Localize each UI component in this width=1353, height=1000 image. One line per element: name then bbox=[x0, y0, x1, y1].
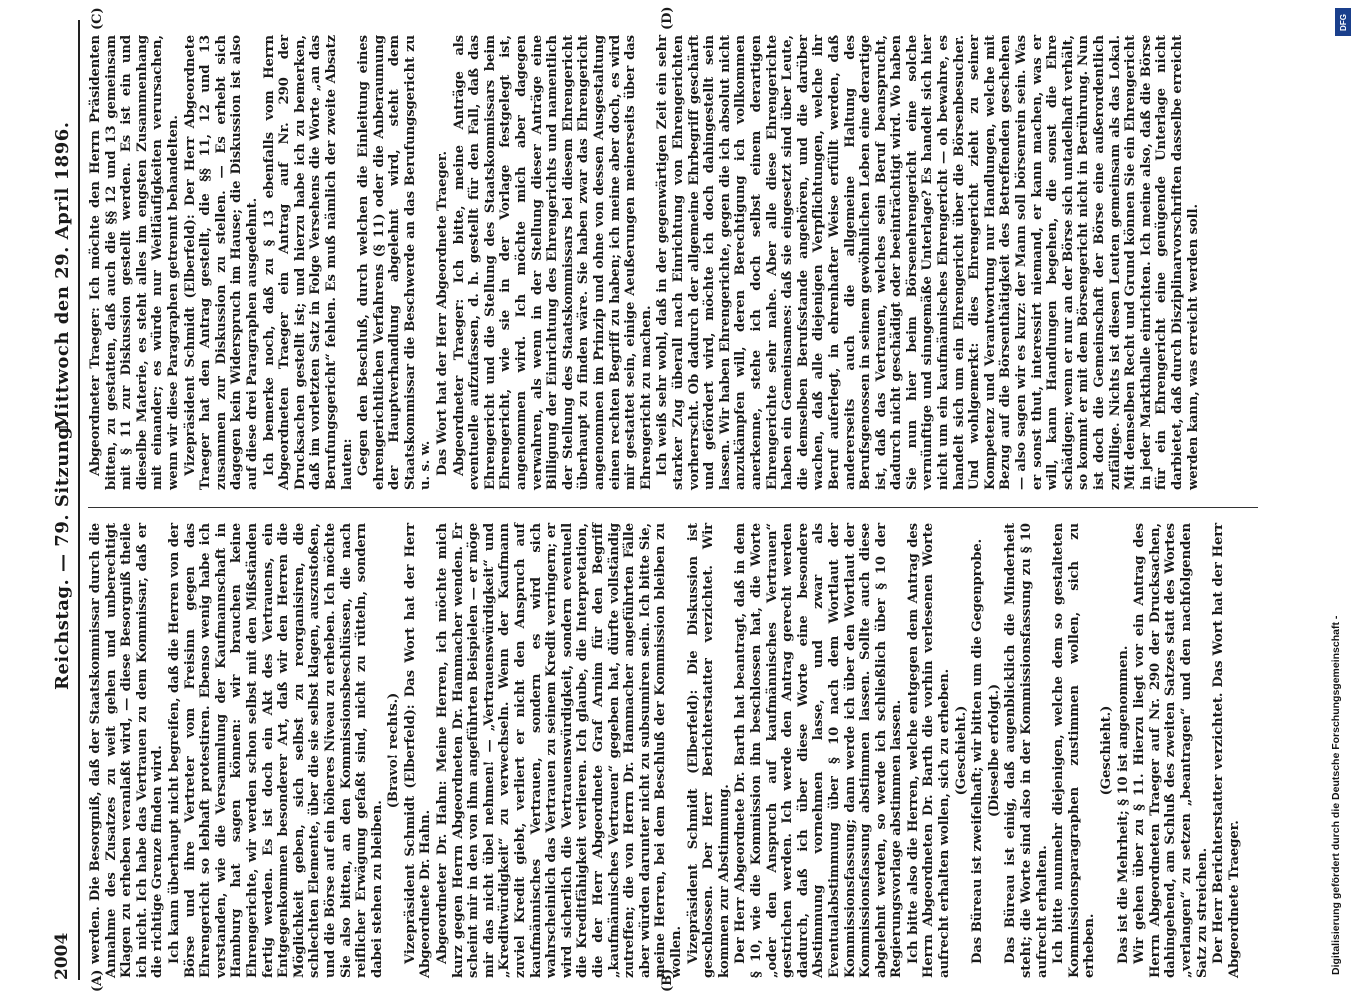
page-number: 2004 bbox=[52, 932, 72, 980]
paragraph: Ich bitte nunmehr diejenigen, welche dem so gestalteten Kommissionsparagraphen zustimmen wollen, sich zu erheben. bbox=[1051, 523, 1098, 978]
session-date: Mittwoch den 29. April 1896. bbox=[52, 121, 73, 430]
margin-marker-a: (A) bbox=[90, 969, 105, 992]
paragraph: Wir gehen über zu § 11. Hierzu liegt vor ein Antrag des Herrn Abgeordneten Traeger auf Nr. 290 der Drucksachen, dahingehend, am Schluß des zweiten Satzes statt des Wortes „verlangen“ zu setzen „beantragen“ und den nachfolgenden Satz zu streichen. bbox=[1132, 523, 1210, 978]
paragraph: (Geschieht.) bbox=[953, 705, 969, 796]
paragraph: Abgeordneter Traeger: Ich möchte den Herrn Präsidenten bitten, zu gestatten, daß auch die §§ 12 und 13 gemeinsam mit § 11 zur Diskussion gestellt werden. Es ist ein und dieselbe Materie, es steht alles im engsten Zusammenhang mit einander; es würde nur Weitläufigkeiten verursachen, wenn wir diese Paragraphen getrennt behandelten. bbox=[88, 35, 181, 490]
column-divider bbox=[88, 507, 1258, 508]
paragraph: Ich kann überhaupt nicht begreifen, daß die Herren von der Börse und ihre Vertreter vom Freisinn gegen das Ehrengericht so lebhaft protestiren. Ebenso wenig habe ich verstanden, wie die Versammlung der Kaufmannschaft in Hamburg hat sagen können: wir brauchen keine Ehrengerichte, wir werden schon selbst mit den Mißständen fertig werden. Es ist doch ein Akt des Vertrauens, ein Entgegenkommen besonderer Art, daß wir den Herren die Möglichkeit geben, sich selbst zu reorganisiren, die schlechten Elemente, über die sie selbst klagen, auszustoßen, und die Börse auf ein höheres Niveau zu erheben. Ich möchte Sie also bitten, an den Kommissionsbeschlüssen, die nach reiflicher Erwägung gefaßt sind, nicht zu rütteln, sondern dabei stehen zu bleiben. bbox=[166, 523, 385, 978]
paragraph: (Bravo! rechts.) bbox=[386, 692, 402, 809]
paragraph: Das Büreau ist einig, daß augenblicklich die Minderheit steht; die Worte sind also in der Kommissionsfassung zu § 10 aufrecht erhalten. bbox=[1003, 523, 1050, 978]
paragraph: Ich weiß sehr wohl, daß in der gegenwärtigen Zeit ein sehr starker Zug überall nach Einrichtung von Ehrengerichten vorherrscht. Ob dadurch der allgemeine Ehrbegriff geschärft und gefördert wird, möchte ich doch dahingestellt sein lassen. Wir haben Ehrengerichte, gegen die ich absolut nicht anzukämpfen will, deren Berechtigung ich vollkommen anerkenne, stehe ich doch selbst einem derartigen Ehrengerichte sehr nahe. Aber alle diese Ehrengerichte haben ein Gemeinsames: daß sie eingesetzt sind über Leute, die demselben Berufsstande angehören, und die darüber wachen, daß alle diejenigen Verpflichtungen, welche ihr Beruf auferlegt, in ehrenhafter Weise erfüllt werden, daß andererseits auch die allgemeine Haltung des Berufsgenossen in seinem gewöhnlichen Leben eine derartige ist, daß das Vertrauen, welches sein Beruf beansprucht, dadurch nicht geschädigt oder beeinträchtigt wird. Wo haben Sie nun hier beim Börsenehrengericht eine solche vernünftige und sinngemäße Unterlage? Es handelt sich hier nicht um ein kaufmännisches Ehrengericht — oh bewahre, es handelt sich um ein Ehrengericht über die Börsenbesucher. Und wohlgemerkt: dies Ehrengericht zieht zu seiner Kompetenz und Verantwortung nur Handlungen, welche mit Bezug auf die Börsenthätigkeit des Betreffenden geschehen — also sagen wir es kurz: der Mann soll börsenrein sein. Was er sonst thut, interessirt niemand, er kann machen, was er will, kann Handlungen begehen, die sonst die Ehre schädigen; wenn er nur an der Börse sich untadelhaft verhält, so kommt er mit dem Börsengericht nicht in Berührung. Nun ist doch die Gemeinschaft der Börse eine außerordentlich zufällige. Nichts ist diesen Leuten gemeinsam als das Lokal. Mit demselben Recht und Grund können Sie ein Ehrengericht in jeder Markthalle einrichten. Ich meine also, daß die Börse für ein Ehrengericht eine genügende Unterlage nicht darbietet, daß durch Disziplinarvorschriften dasselbe erreicht werden kann, was erreicht werden soll. bbox=[655, 35, 1201, 490]
paragraph: Der Herr Abgeordnete Dr. Barth hat beantragt, daß in dem § 10, wie die Kommission ihn beschlossen hat, die Worte „oder den Anspruch auf kaufmännisches Vertrauen“ gestrichen werden. Ich werde den Antrag gerecht werden dadurch, daß ich über diese Worte eine besondere Abstimmung vornehmen lasse, und zwar als Eventualabstimmung über § 10 nach dem Wortlaut der Kommissionsfassung; dann werde ich über den Wortlaut der Kommissionsfassung abstimmen lassen. Sollte auch diese abgelehnt werden, so werde ich schließlich über § 10 der Regierungsvorlage abstimmen lassen. bbox=[733, 523, 905, 978]
paragraph: (Geschieht.) bbox=[1099, 705, 1114, 796]
rotated-page-content bbox=[0, 6, 1270, 992]
paragraph: Abgeordneter Traeger: Ich bitte, meine Anträge als eventuelle aufzufassen, d. h. gestellt für den Fall, daß das Ehrengericht und die Stellung des Staatskommissars beim Ehrengericht, wie sie in der Vorlage festgelegt ist, angenommen wird. Ich möchte mich aber dagegen verwahren, als wenn in der Stellung dieser Anträge eine Billigung der Einrichtung des Ehrengerichts und namentlich der Stellung des Staatskommissars bei diesem Ehrengericht überhaupt zu finden wäre. Sie haben zwar das Ehrengericht angenommen im Prinzip und ohne von dessen Ausgestaltung einen rechten Begriff zu haben; ich meine aber doch, es wird mir gestattet sein, einige Aeußerungen meinerseits über das Ehrengericht zu machen. bbox=[451, 35, 654, 490]
paragraph: Vizepräsident Schmidt (Elberfeld): Der Herr Abgeordnete Traeger hat den Antrag gestellt, die §§ 11, 12 und 13 zusammen zur Diskussion zu stellen. — Es erhebt sich dagegen kein Widerspruch im Hause; die Diskussion ist also auf diese drei Paragraphen ausgedehnt. bbox=[182, 35, 260, 490]
paragraph: Das ist die Mehrheit; § 10 ist angenommen. bbox=[1115, 645, 1131, 964]
paragraph: Das Wort hat der Herr Abgeordnete Traeger. bbox=[435, 150, 451, 476]
margin-marker-c: (C) bbox=[90, 7, 105, 30]
paragraph: (Dieselbe erfolgt.) bbox=[986, 683, 1002, 818]
paragraph: Vizepräsident Schmidt (Elberfeld): Die Diskussion ist geschlossen. Der Herr Berichterstatter verzichtet. Wir kommen zur Abstimmung. bbox=[685, 523, 732, 978]
digitization-note: Digitalisierung gefördert durch die Deutsche Forschungsgemeinschaft - bbox=[1330, 615, 1342, 975]
paragraph: Ich bitte also die Herren, welche entgegen dem Antrag des Herrn Abgeordneten Dr. Barth die vorhin verlesenen Worte aufrecht erhalten wollen, sich zu erheben. bbox=[905, 523, 953, 978]
paragraph: Ich bemerke noch, daß zu § 13 ebenfalls vom Herrn Abgeordneten Traeger ein Antrag auf Nr. 290 der Drucksachen gestellt ist; und hierzu habe ich zu bemerken, daß im vorletzten Satz in Folge Versehens die Worte „an das Berufungsgericht“ fehlen. Es muß nämlich der zweite Absatz lauten: bbox=[261, 35, 355, 490]
paragraph: Vizepräsident Schmidt (Elberfeld): Das Wort hat der Herr Abgeordnete Dr. Hahn. bbox=[402, 523, 434, 978]
dfg-logo: DFG bbox=[1335, 8, 1351, 36]
right-text-column bbox=[88, 35, 1202, 490]
header-rule bbox=[78, 20, 80, 980]
page-header bbox=[0, 10, 40, 990]
paragraph: Der Herr Berichterstatter verzichtet. Das Wort hat der Herr Abgeordnete Traeger. bbox=[1211, 523, 1242, 978]
margin-marker-d: (D) bbox=[660, 6, 675, 30]
session-title: Reichstag. — 79. Sitzung. bbox=[52, 419, 73, 690]
paragraph: Abgeordneter Dr. Hahn: Meine Herren, ich möchte mich kurz gegen Herrn Abgeordneten Dr. Hammacher wenden. Er scheint mir in den von ihm angeführten Beispielen — er möge mir das nicht übel nehmen! — „Vertrauenswürdigkeit“ und „Kreditwürdigkeit“ zu verwechseln. Wenn der Kaufmann zuviel Kredit giebt, verliert er nicht den Anspruch auf kaufmännisches Vertrauen, sondern es wird sich wahrscheinlich das Vertrauen zu seinem Kredit verringern; er wird sicherlich die Vertrauenswürdigkeit, sondern eventuell die Kreditfähigkeit verlieren. Ich glaube, die Interpretation, die der Herr Abgeordnete Graf Arnim für den Begriff „kaufmännisches Vertrauen“ gegeben hat, dürfte vollständig zutreffen; die von Herrn Dr. Hammacher angeführten Fälle aber würden darunter nicht zu subsumiren sein. Ich bitte Sie, meine Herren, bei dem Beschluß der Kommission bleiben zu wollen. bbox=[435, 523, 684, 978]
margin-marker-b: (B) bbox=[660, 968, 675, 992]
paragraph: werden. Die Besorgniß, daß der Staatskommissar durch die Annahme des Zusatzes zu weit gehen und unberechtigt Klagen zu erheben veranlaßt wird, — diese Besorgniß theile ich nicht. Ich habe das Vertrauen zu dem Kommissar, daß er die richtige Grenze finden wird. bbox=[88, 523, 166, 978]
left-text-column bbox=[88, 523, 1243, 978]
paragraph: Das Büreau ist zweifelhaft; wir bitten um die Gegenprobe. bbox=[970, 538, 986, 964]
paragraph: Gegen den Beschluß, durch welchen die Einleitung eines ehrengerichtlichen Verfahrens (§ 11) oder die Anberaumung der Hauptverhandlung abgelehnt wird, steht dem Staatskommissar die Beschwerde an das Berufungsgericht zu u. s. w. bbox=[356, 35, 434, 490]
